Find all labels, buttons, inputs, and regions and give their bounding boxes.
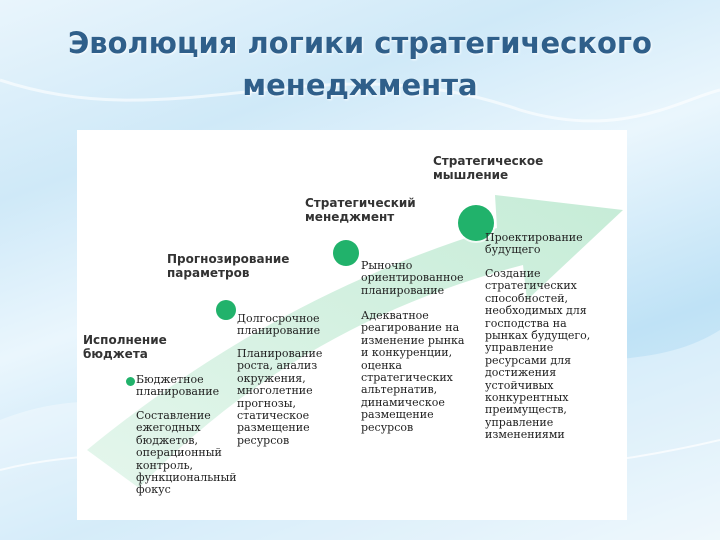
stage-3-item-2: Адекватное реагирование на изменение рынка и конкуренции, оценка стратегических альтернатив, динамическое размещение ресурсов	[361, 309, 465, 434]
stage-4-title: Стратегическое мышление	[433, 154, 544, 182]
stage-3-marker	[333, 240, 359, 266]
title-line-1: Эволюция логики стратегического	[68, 26, 652, 60]
stage-2-title: Прогнозирование параметров	[167, 252, 290, 280]
stage-4-item-2: Создание стратегических способностей, необходимых для господства на рынках будущего, управление ресурсами для достижения устойчивых конкурентных преимуществ, управление изменениями	[485, 267, 591, 442]
stage-3-title: Стратегический менеджмент	[305, 196, 416, 224]
stage-1-marker	[126, 377, 135, 386]
stage-2-item-2: Планирование роста, анализ окружения, многолетние прогнозы, статическое размещение ресурсов	[237, 347, 323, 447]
title-line-2: менеджмента	[242, 68, 478, 102]
stage-3-item-1: Рыночно ориентированное планирование	[361, 259, 464, 297]
stage-1-item-2: Составление ежегодных бюджетов, операционный контроль, функциональный фокус	[136, 409, 237, 497]
stage-1-title: Исполнение бюджета	[83, 333, 167, 361]
stage-1-item-1: Бюджетное планирование	[136, 373, 220, 399]
stage-2-item-1: Долгосрочное планирование	[237, 312, 321, 338]
diagram-panel	[77, 130, 627, 520]
stage-2-marker	[216, 300, 236, 320]
page-title	[0, 22, 720, 106]
stage-4-item-1: Проектирование будущего	[485, 231, 583, 257]
